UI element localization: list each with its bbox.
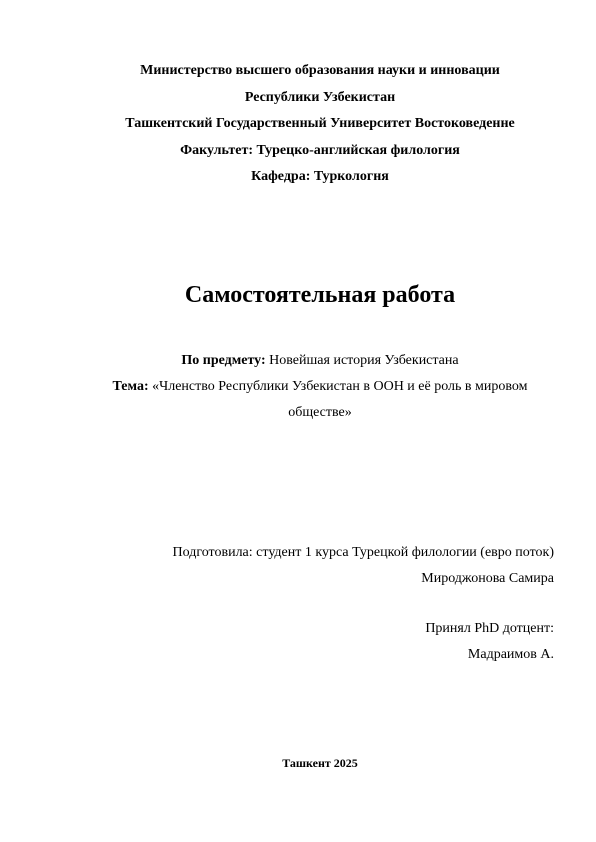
institution-header [60, 58, 580, 191]
accepted-by-block [425, 616, 554, 668]
subject-line [40, 348, 596, 374]
student-name: Мироджонова Самира [421, 571, 554, 586]
theme-line [100, 374, 540, 426]
accepted-by-line: Принял PhD дотцент: [425, 621, 554, 636]
republic-line: Республики Узбекистан [244, 89, 396, 105]
teacher-name: Мадраимов А. [467, 647, 554, 662]
subject-label: По предмету: [181, 353, 266, 368]
department-line: Кафедра: Туркологня [251, 169, 389, 184]
prepared-by-line: Подготовила: студент 1 курса Турецкой филологии (евро поток) [172, 545, 554, 560]
prepared-by-block [173, 540, 555, 592]
subject-value: Новейшая история Узбекистана [265, 353, 459, 368]
ministry-line: Министерство высшего образования науки и инновации [140, 63, 500, 78]
faculty-line: Факультет: Турецко-английская филология [180, 142, 460, 158]
city-year: Ташкент 2025 [282, 756, 358, 770]
theme-label: Тема: [112, 379, 149, 394]
theme-value: «Членство Республики Узбекистан в ООН и её роль в мировом обществе» [148, 379, 528, 420]
university-line: Ташкентский Государственный Университет Востоковеденне [125, 116, 515, 131]
page-title: Самостоятельная работа [184, 282, 456, 308]
